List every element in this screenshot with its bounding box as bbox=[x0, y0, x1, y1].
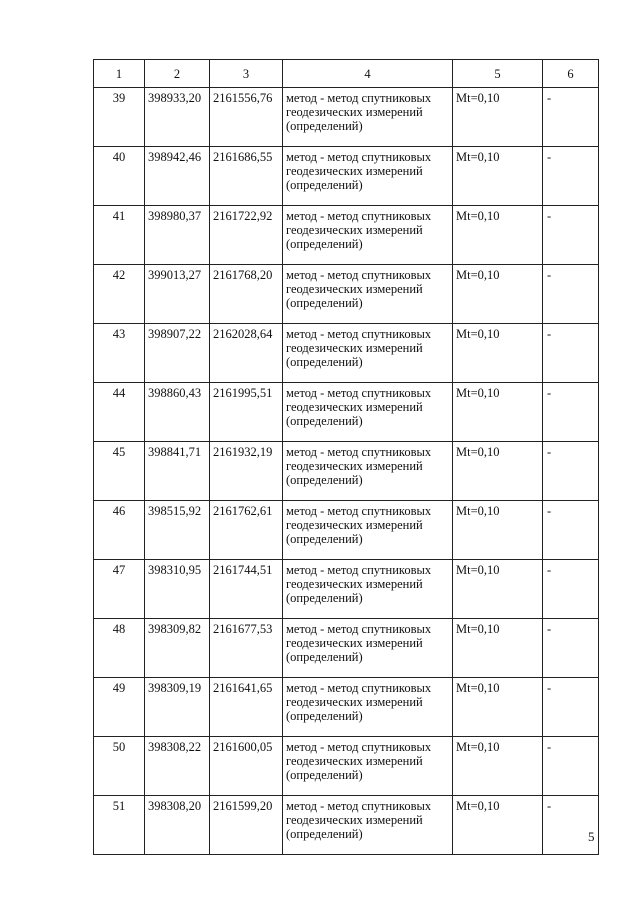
accuracy-value: Mt=0,10 bbox=[453, 619, 543, 678]
method-description: метод - метод спутниковых геодезических измерений (определений) bbox=[283, 88, 453, 147]
note-cell: - bbox=[543, 560, 599, 619]
coordinate-y: 2161686,55 bbox=[210, 147, 283, 206]
method-description: метод - метод спутниковых геодезических измерений (определений) bbox=[283, 324, 453, 383]
table-row bbox=[94, 501, 599, 560]
method-description: метод - метод спутниковых геодезических измерений (определений) bbox=[283, 442, 453, 501]
table-row bbox=[94, 560, 599, 619]
coordinate-x: 399013,27 bbox=[145, 265, 210, 324]
coordinate-y: 2161641,65 bbox=[210, 678, 283, 737]
header-cell-1: 1 bbox=[94, 60, 145, 88]
coordinate-x: 398841,71 bbox=[145, 442, 210, 501]
note-cell: - bbox=[543, 619, 599, 678]
coordinate-y: 2161600,05 bbox=[210, 737, 283, 796]
table-row bbox=[94, 737, 599, 796]
header-cell-4: 4 bbox=[283, 60, 453, 88]
coordinate-y: 2161932,19 bbox=[210, 442, 283, 501]
coordinate-x: 398309,82 bbox=[145, 619, 210, 678]
coordinate-x: 398308,20 bbox=[145, 796, 210, 855]
header-cell-2: 2 bbox=[145, 60, 210, 88]
point-number: 41 bbox=[94, 206, 145, 265]
point-number: 42 bbox=[94, 265, 145, 324]
note-cell: - bbox=[543, 383, 599, 442]
note-cell: - bbox=[543, 265, 599, 324]
point-number: 47 bbox=[94, 560, 145, 619]
accuracy-value: Mt=0,10 bbox=[453, 147, 543, 206]
coordinate-y: 2161556,76 bbox=[210, 88, 283, 147]
method-description: метод - метод спутниковых геодезических измерений (определений) bbox=[283, 383, 453, 442]
accuracy-value: Mt=0,10 bbox=[453, 324, 543, 383]
coordinate-x: 398308,22 bbox=[145, 737, 210, 796]
accuracy-value: Mt=0,10 bbox=[453, 265, 543, 324]
table-row bbox=[94, 88, 599, 147]
header-cell-5: 5 bbox=[453, 60, 543, 88]
note-cell: - bbox=[543, 501, 599, 560]
coordinates-table-body bbox=[94, 60, 599, 855]
method-description: метод - метод спутниковых геодезических измерений (определений) bbox=[283, 619, 453, 678]
accuracy-value: Mt=0,10 bbox=[453, 737, 543, 796]
point-number: 51 bbox=[94, 796, 145, 855]
table-row bbox=[94, 324, 599, 383]
method-description: метод - метод спутниковых геодезических измерений (определений) bbox=[283, 737, 453, 796]
table-row bbox=[94, 383, 599, 442]
table-row bbox=[94, 796, 599, 855]
coordinate-x: 398907,22 bbox=[145, 324, 210, 383]
coordinates-table bbox=[93, 59, 599, 855]
method-description: метод - метод спутниковых геодезических измерений (определений) bbox=[283, 206, 453, 265]
note-cell: - bbox=[543, 737, 599, 796]
table-row bbox=[94, 265, 599, 324]
coordinate-x: 398860,43 bbox=[145, 383, 210, 442]
accuracy-value: Mt=0,10 bbox=[453, 442, 543, 501]
coordinate-y: 2161995,51 bbox=[210, 383, 283, 442]
accuracy-value: Mt=0,10 bbox=[453, 501, 543, 560]
accuracy-value: Mt=0,10 bbox=[453, 206, 543, 265]
point-number: 44 bbox=[94, 383, 145, 442]
header-cell-3: 3 bbox=[210, 60, 283, 88]
note-cell: - bbox=[543, 796, 599, 855]
table-row bbox=[94, 147, 599, 206]
coordinate-y: 2161599,20 bbox=[210, 796, 283, 855]
point-number: 39 bbox=[94, 88, 145, 147]
method-description: метод - метод спутниковых геодезических измерений (определений) bbox=[283, 560, 453, 619]
coordinate-x: 398309,19 bbox=[145, 678, 210, 737]
coordinate-y: 2161744,51 bbox=[210, 560, 283, 619]
coordinate-x: 398980,37 bbox=[145, 206, 210, 265]
note-cell: - bbox=[543, 442, 599, 501]
point-number: 49 bbox=[94, 678, 145, 737]
method-description: метод - метод спутниковых геодезических измерений (определений) bbox=[283, 147, 453, 206]
point-number: 48 bbox=[94, 619, 145, 678]
method-description: метод - метод спутниковых геодезических измерений (определений) bbox=[283, 501, 453, 560]
method-description: метод - метод спутниковых геодезических измерений (определений) bbox=[283, 796, 453, 855]
coordinate-y: 2161677,53 bbox=[210, 619, 283, 678]
accuracy-value: Mt=0,10 bbox=[453, 383, 543, 442]
note-cell: - bbox=[543, 206, 599, 265]
point-number: 43 bbox=[94, 324, 145, 383]
table-row bbox=[94, 442, 599, 501]
coordinate-x: 398942,46 bbox=[145, 147, 210, 206]
table-row bbox=[94, 619, 599, 678]
coordinate-y: 2161762,61 bbox=[210, 501, 283, 560]
coordinate-y: 2162028,64 bbox=[210, 324, 283, 383]
header-cell-6: 6 bbox=[543, 60, 599, 88]
point-number: 40 bbox=[94, 147, 145, 206]
point-number: 46 bbox=[94, 501, 145, 560]
accuracy-value: Mt=0,10 bbox=[453, 796, 543, 855]
coordinate-x: 398515,92 bbox=[145, 501, 210, 560]
accuracy-value: Mt=0,10 bbox=[453, 88, 543, 147]
page-number: 5 bbox=[588, 829, 595, 844]
point-number: 45 bbox=[94, 442, 145, 501]
table-row bbox=[94, 206, 599, 265]
note-cell: - bbox=[543, 88, 599, 147]
accuracy-value: Mt=0,10 bbox=[453, 678, 543, 737]
note-cell: - bbox=[543, 678, 599, 737]
table-header-row bbox=[94, 60, 599, 88]
point-number: 50 bbox=[94, 737, 145, 796]
note-cell: - bbox=[543, 147, 599, 206]
table-row bbox=[94, 678, 599, 737]
coordinate-y: 2161768,20 bbox=[210, 265, 283, 324]
coordinate-x: 398310,95 bbox=[145, 560, 210, 619]
method-description: метод - метод спутниковых геодезических измерений (определений) bbox=[283, 265, 453, 324]
method-description: метод - метод спутниковых геодезических измерений (определений) bbox=[283, 678, 453, 737]
coordinate-x: 398933,20 bbox=[145, 88, 210, 147]
note-cell: - bbox=[543, 324, 599, 383]
coordinate-y: 2161722,92 bbox=[210, 206, 283, 265]
accuracy-value: Mt=0,10 bbox=[453, 560, 543, 619]
